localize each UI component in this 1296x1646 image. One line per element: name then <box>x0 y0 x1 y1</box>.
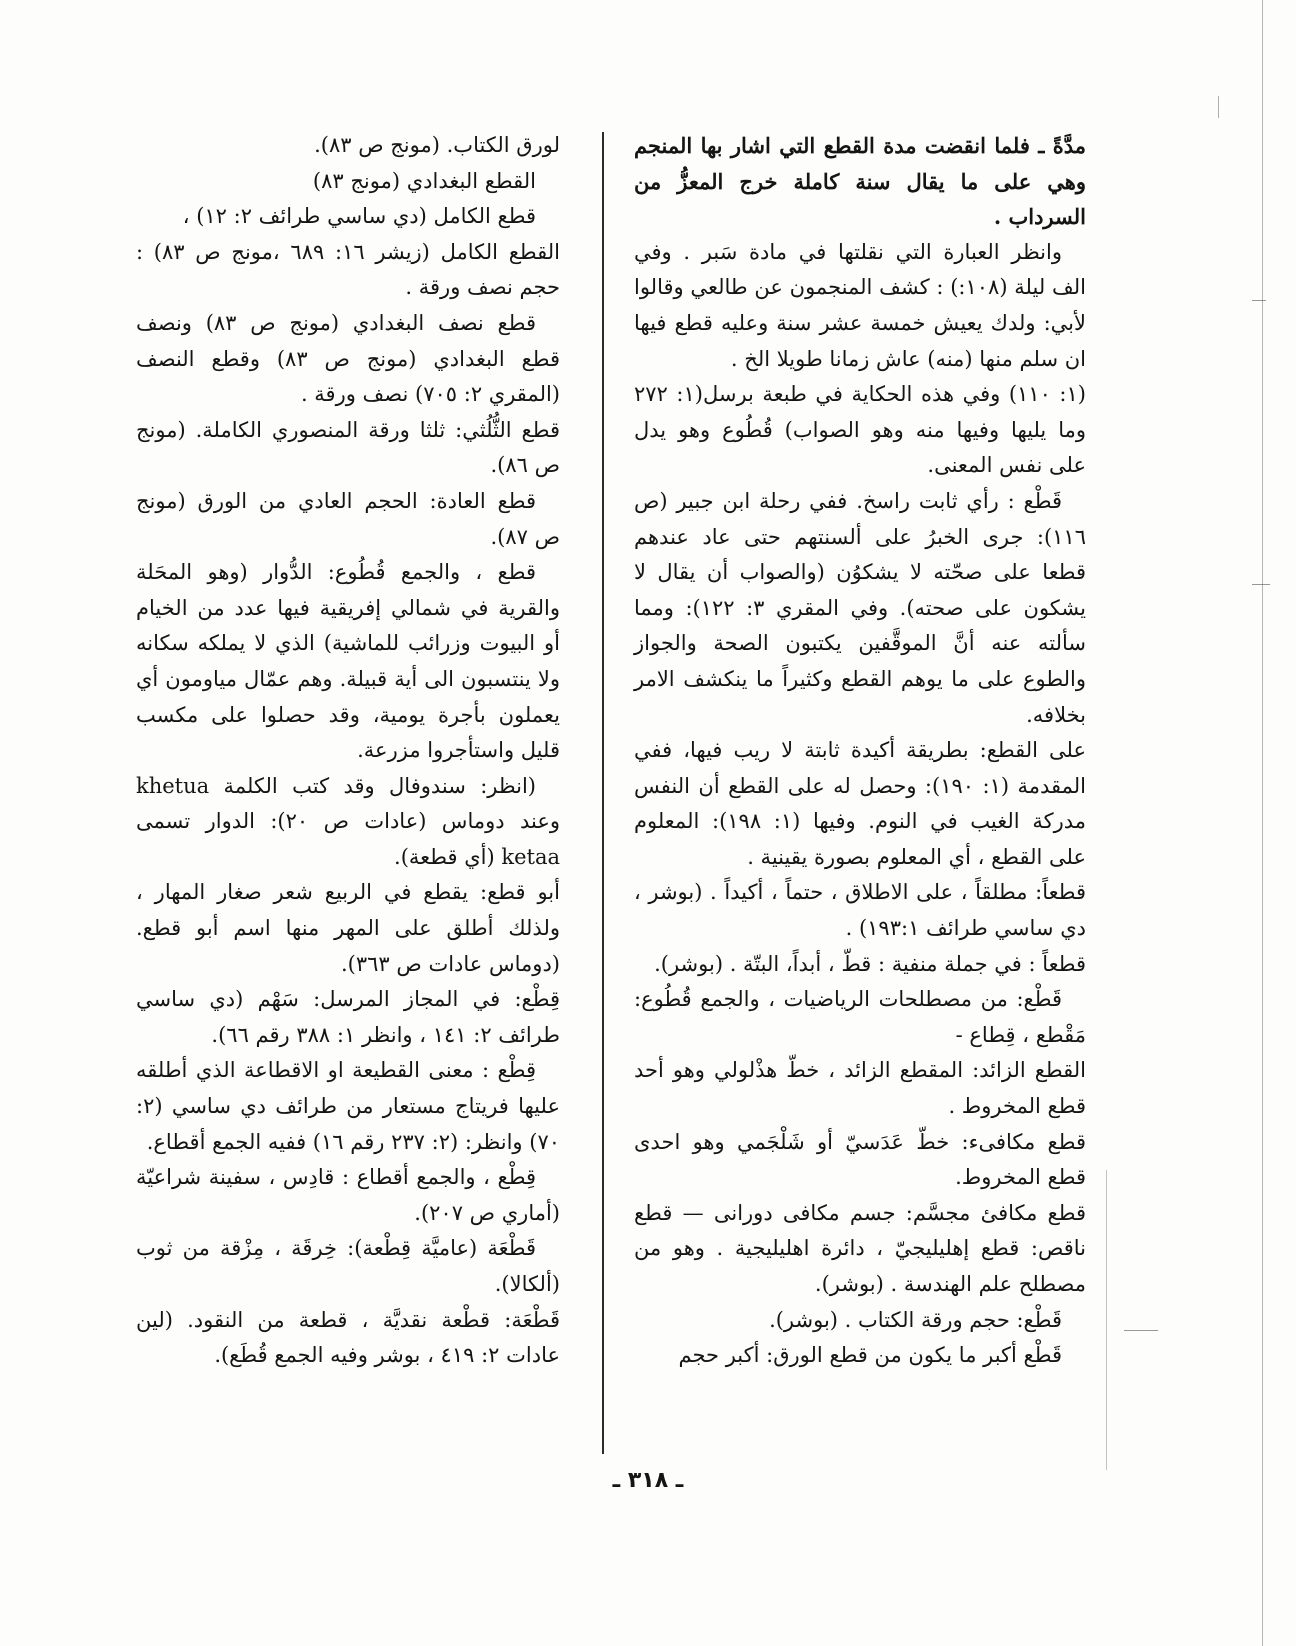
paragraph: أبو قطع: يقطع في الربيع شعر صغار المهار ، ولذلك أطلق على المهر منها اسم أبو قطع. (دوماس عادات ص ٣٦٣). <box>136 880 560 976</box>
paragraph: قَطْع: من مصطلحات الرياضيات ، والجمع قُطُوع: مَقْطع ، قِطاع - <box>634 987 1086 1047</box>
paragraph: قطعاً : في جملة منفية : قطّ ، أبداً، البتّة . (بوشر). <box>654 951 1086 976</box>
paragraph: قطع مكافىء: خطّ عَدَسيّ أو شَلْجَمي وهو احدى قطع المخروط. <box>634 1129 1086 1190</box>
paragraph: قطع نصف البغدادي (مونج ص ٨٣) ونصف قطع البغدادي (مونج ص ٨٣) وقطع النصف (المقري ٢: ٧٠٥) نصف ورقة . <box>136 310 560 407</box>
paragraph: قَطْع: حجم ورقة الكتاب . (بوشر). <box>769 1307 1062 1332</box>
paragraph: قطع الثُّلُثي: ثلثا ورقة المنصوري الكاملة. (مونج ص ٨٦). <box>136 417 560 478</box>
paragraph: قطع العادة: الحجم العادي من الورق (مونج ص ٨٧). <box>136 488 560 549</box>
paragraph: قَطْع : رأي ثابت راسخ. ففي رحلة ابن جبير (ص ١١٦): جرى الخبرُ على ألسنتهم حتى عاد عندهم قطعا على صحّته لا يشكوُن (والصواب أن يقال لا يشكون على صحته). وفي المقري ٣: ١٢٢): ومما سألته عنه أنَّ الموقَّفين يكتبون الصحة والجواز والطوع على ما يوهم القطع وكثيراً ما ينكشف الامر بخلافه. <box>634 488 1086 727</box>
paragraph: قِطْع: في المجاز المرسل: سَهْم (دي ساسي طرائف ٢: ١٤١ ، وانظر ١: ٣٨٨ رقم ٦٦). <box>136 987 560 1047</box>
paragraph: قطعاً: مطلقاً ، على الاطلاق ، حتماً ، أكيداً . (بوشر ، دي ساسي طرائف ١٩٣:١) . <box>634 880 1086 941</box>
paragraph: (١: ١١٠) وفي هذه الحكاية في طبعة برسل(١: ٢٧٢ وما يليها وفيها منه وهو الصواب) قُطُوع وهو يدل على نفس المعنى. <box>634 382 1086 478</box>
paragraph: وانظر العبارة التي نقلتها في مادة سَبر . وفي الف ليلة (١٠٨:) : كشف المنجمون عن طالعي وقالوا لأبي: ولدك يعيش خمسة عشر سنة وعليه قطع فيها ان سلم منها (منه) عاش زمانا طويلا الخ . <box>634 239 1086 371</box>
right-text-column <box>634 128 1086 1374</box>
paragraph: على القطع: بطريقة أكيدة ثابتة لا ريب فيها، ففي المقدمة (١: ١٩٠): وحصل له على القطع أن النفس مدركة الغيب في النوم. وفيها (١: ١٩٨): المعلوم على القطع ، أي المعلوم بصورة يقينية . <box>634 738 1086 869</box>
scan-edge-line <box>1262 0 1263 1646</box>
page-number: ـ ٣١٨ ـ <box>612 1468 684 1493</box>
scan-edge-line <box>1106 1170 1107 1470</box>
paragraph: قَطْعَة (عاميَّة قِطْعة): خِرقَة ، مِزْقة من ثوب (ألكالا). <box>136 1236 560 1296</box>
scan-mark <box>1252 584 1270 585</box>
left-text-column <box>136 128 560 1374</box>
scan-mark <box>1252 300 1266 301</box>
column-divider <box>602 132 604 1454</box>
paragraph: قِطْع ، والجمع أقطاع : قادِس ، سفينة شراعيّة (أماري ص ٢٠٧). <box>136 1165 560 1225</box>
paragraph: قطع ، والجمع قُطُوع: الدُّوار (وهو المحَلة والقرية في شمالي إفريقية فيها عدد من الخيام أو البيوت وزرائب للماشية) الذي لا يملكه سكانه ولا ينتسبون الى أية قبيلة. وهم عمّال مياومون أي يعملون بأجرة يومية، وقد حصلوا على مكسب قليل واستأجروا مزرعة. <box>136 560 560 763</box>
paragraph: (انظر: سندوفال وقد كتب الكلمة khetua وعند دوماس (عادات ص ٢٠): الدوار تسمى ketaa (أي قطعة). <box>136 773 560 869</box>
paragraph: القطع البغدادي (مونج ٨٣) <box>312 168 536 193</box>
paragraph: قِطْع : معنى القطيعة او الاقطاعة الذي أطلقه عليها فريتاج مستعار من طرائف دي ساسي (٢: ٧٠) وانظر: (٢: ٢٣٧ رقم ١٦) ففيه الجمع أقطاع. <box>136 1058 560 1154</box>
paragraph: قَطْع أكبر ما يكون من قطع الورق: أكبر حجم <box>678 1343 1062 1368</box>
paragraph: لورق الكتاب. (مونج ص ٨٣). <box>314 133 560 157</box>
paragraph: القطع الزائد: المقطع الزائد ، خطّ هذْلولي وهو أحد قطع المخروط . <box>634 1058 1086 1119</box>
paragraph: قطع الكامل (دي ساسي طرائف ٢: ١٢) ، <box>182 204 536 229</box>
paragraph: قَطْعَة: قطْعة نقديَّة ، قطعة من النقود. (لين عادات ٢: ٤١٩ ، بوشر وفيه الجمع قُطَع). <box>136 1307 560 1368</box>
scan-mark <box>1218 96 1219 118</box>
scan-mark <box>1124 1330 1158 1331</box>
paragraph: قطع مكافئ مجسَّم: جسم مكافى دورانى — قطع ناقص: قطع إهليليجيّ ، دائرة اهليليجية . وهو من مصطلح علم الهندسة . (بوشر). <box>634 1200 1086 1296</box>
paragraph: مدَّةً ـ فلما انقضت مدة القطع التي اشار بها المنجم وهي على ما يقال سنة كاملة خرج المعزُّ من السرداب . <box>634 133 1086 230</box>
paragraph: القطع الكامل (زيشر ١٦: ٦٨٩ ،مونج ص ٨٣) : حجم نصف ورقة . <box>136 239 560 300</box>
